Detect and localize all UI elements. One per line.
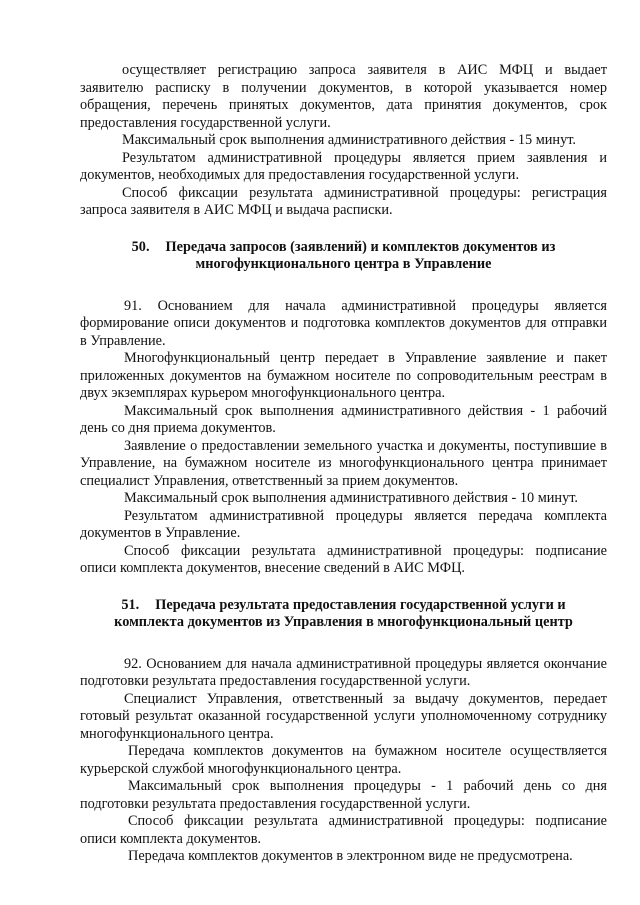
section-number: 51.: [121, 596, 140, 613]
paragraph: Передача комплектов документов в электронном виде не предусмотрена.: [128, 848, 573, 864]
section-heading-51: [80, 597, 607, 632]
paragraph: 91. Основанием для начала административной процедуры является формирование описи документов и подготовка комплектов документов для отправки в Управление.: [80, 297, 607, 349]
section-number: 50.: [131, 238, 150, 255]
paragraph: осуществляет регистрацию запроса заявителя в АИС МФЦ и выдает заявителю расписку в получении документов, в которой указывается номер обращения, перечень принятых документов, дата принятия документов, срок предоставления государственной услуги.: [80, 62, 607, 131]
paragraph: Передача комплектов документов на бумажном носителе осуществляется курьерской службой многофункционального центра.: [80, 743, 607, 777]
paragraph: Результатом административной процедуры является передача комплекта документов в Управление.: [80, 507, 607, 541]
section-title-line: Передача результата предоставления государственной услуги и: [155, 596, 566, 613]
paragraph: Максимальный срок выполнения административного действия - 1 рабочий день со дня приема документов.: [80, 402, 607, 436]
paragraph: 92. Основанием для начала административной процедуры является окончание подготовки результата предоставления государственной услуги.: [80, 655, 607, 689]
paragraph: Максимальный срок выполнения процедуры - 1 рабочий день со дня подготовки результата предоставления государственной услуги.: [80, 778, 607, 812]
paragraph: Многофункциональный центр передает в Управление заявление и пакет приложенных документов на бумажном носителе по сопроводительным реестрам в двух экземплярах курьером многофункционального центра.: [80, 350, 607, 401]
paragraph: Способ фиксации результата административной процедуры: регистрация запроса заявителя в АИС МФЦ и выдача расписки.: [80, 184, 607, 218]
section-title-line: многофункционального центра в Управление: [195, 256, 492, 272]
paragraph: Специалист Управления, ответственный за выдачу документов, передает готовый результат оказанной государственной услуги уполномоченному сотруднику многофункционального центра.: [80, 690, 607, 742]
section-title-line: Передача запросов (заявлений) и комплектов документов из: [165, 238, 556, 255]
paragraph: Способ фиксации результата административной процедуры: подписание описи комплекта документов.: [80, 813, 607, 847]
paragraph: Максимальный срок выполнения административного действия - 15 минут.: [122, 132, 576, 148]
section-heading-50: [80, 239, 607, 274]
paragraph: Максимальный срок выполнения административного действия - 10 минут.: [124, 490, 578, 506]
paragraph: Заявление о предоставлении земельного участка и документы, поступившие в Управление, на бумажном носителе из многофункционального центра принимает специалист Управления, ответственный за прием документов.: [80, 437, 607, 489]
section-title-line: комплекта документов из Управления в многофункциональный центр: [114, 614, 573, 630]
paragraph: Способ фиксации результата административной процедуры: подписание описи комплекта документов, внесение сведений в АИС МФЦ.: [80, 542, 607, 576]
paragraph: Результатом административной процедуры является прием заявления и документов, необходимых для предоставления государственной услуги.: [80, 149, 607, 183]
document-page: [80, 62, 607, 866]
